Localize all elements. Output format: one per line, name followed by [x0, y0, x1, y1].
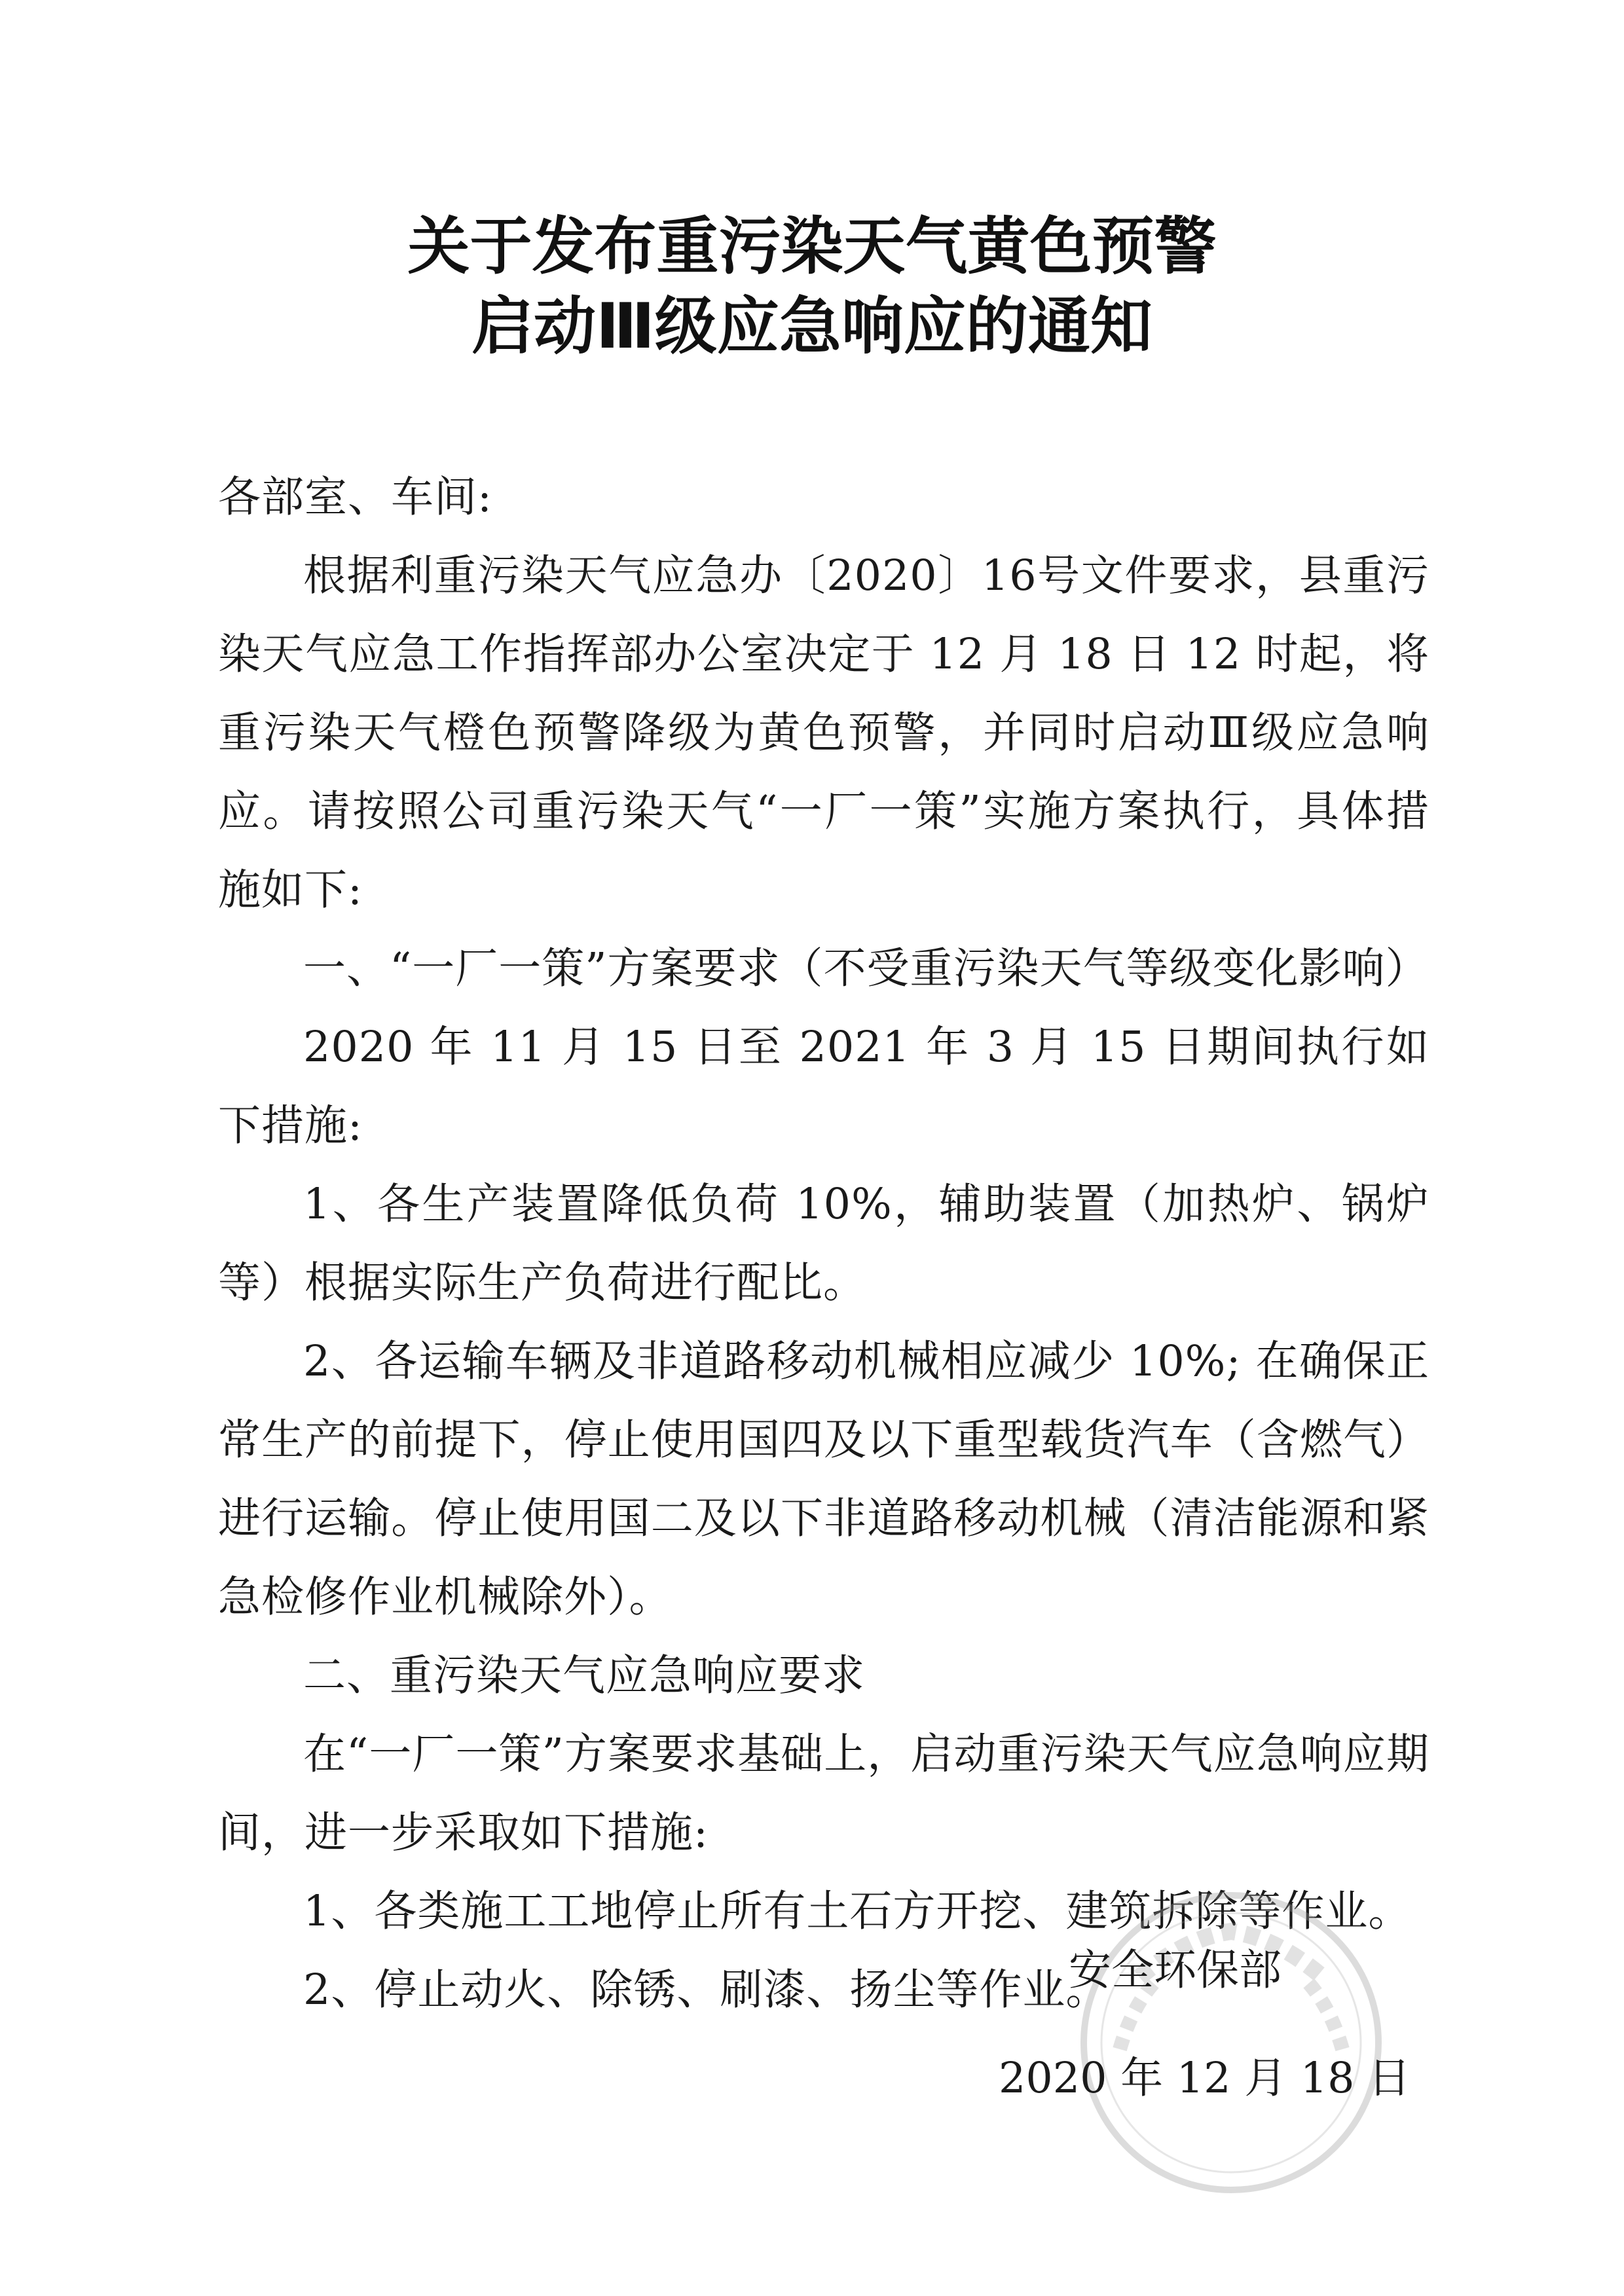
measure-1-1: 1、各生产装置降低负荷 10%，辅助装置（加热炉、锅炉等）根据实际生产负荷进行配比。 — [218, 1180, 1430, 1307]
document-title-line-2: 启动Ⅲ级应急响应的通知 — [471, 291, 1153, 363]
paragraph-period: 2020 年 11 月 15 日至 2021 年 3 月 15 日期间执行如下措施: — [218, 1023, 1430, 1150]
measure-2-2: 2、停止动火、除锈、刷漆、扬尘等作业。 — [303, 1965, 1109, 2014]
signature-date: 2020 年 12 月 18 日 — [999, 2054, 1411, 2103]
document-title-line-1: 关于发布重污染天气黄色预警 — [407, 211, 1217, 283]
signature-department: 安全环保部 — [1069, 1946, 1282, 1995]
paragraph-section-2-intro: 在“一厂一策”方案要求基础上，启动重污染天气应急响应期间，进一步采取如下措施: — [218, 1730, 1430, 1857]
paragraph-intro: 根据利重污染天气应急办〔2020〕16号文件要求，县重污染天气应急工作指挥部办公室决定于 12 月 18 日 12 时起，将重污染天气橙色预警降级为黄色预警，并同时启动Ⅲ级应急响应。请按照公司重污染天气“一厂一策”实施方案执行，具体措施如下: — [218, 551, 1430, 915]
section-heading-2: 二、重污染天气应急响应要求 — [303, 1651, 866, 1700]
section-heading-1: 一、“一厂一策”方案要求（不受重污染天气等级变化影响） — [303, 944, 1429, 993]
document-body — [218, 458, 1430, 2030]
measure-2-1: 1、各类施工工地停止所有土石方开挖、建筑拆除等作业。 — [303, 1887, 1412, 1936]
salutation: 各部室、车间: — [218, 473, 492, 522]
measure-1-2: 2、各运输车辆及非道路移动机械相应减少 10%; 在确保正常生产的前提下，停止使用国四及以下重型载货汽车（含燃气）进行运输。停止使用国二及以下非道路移动机械（清洁能源和紧急检修作业机械除外）。 — [218, 1337, 1430, 1622]
